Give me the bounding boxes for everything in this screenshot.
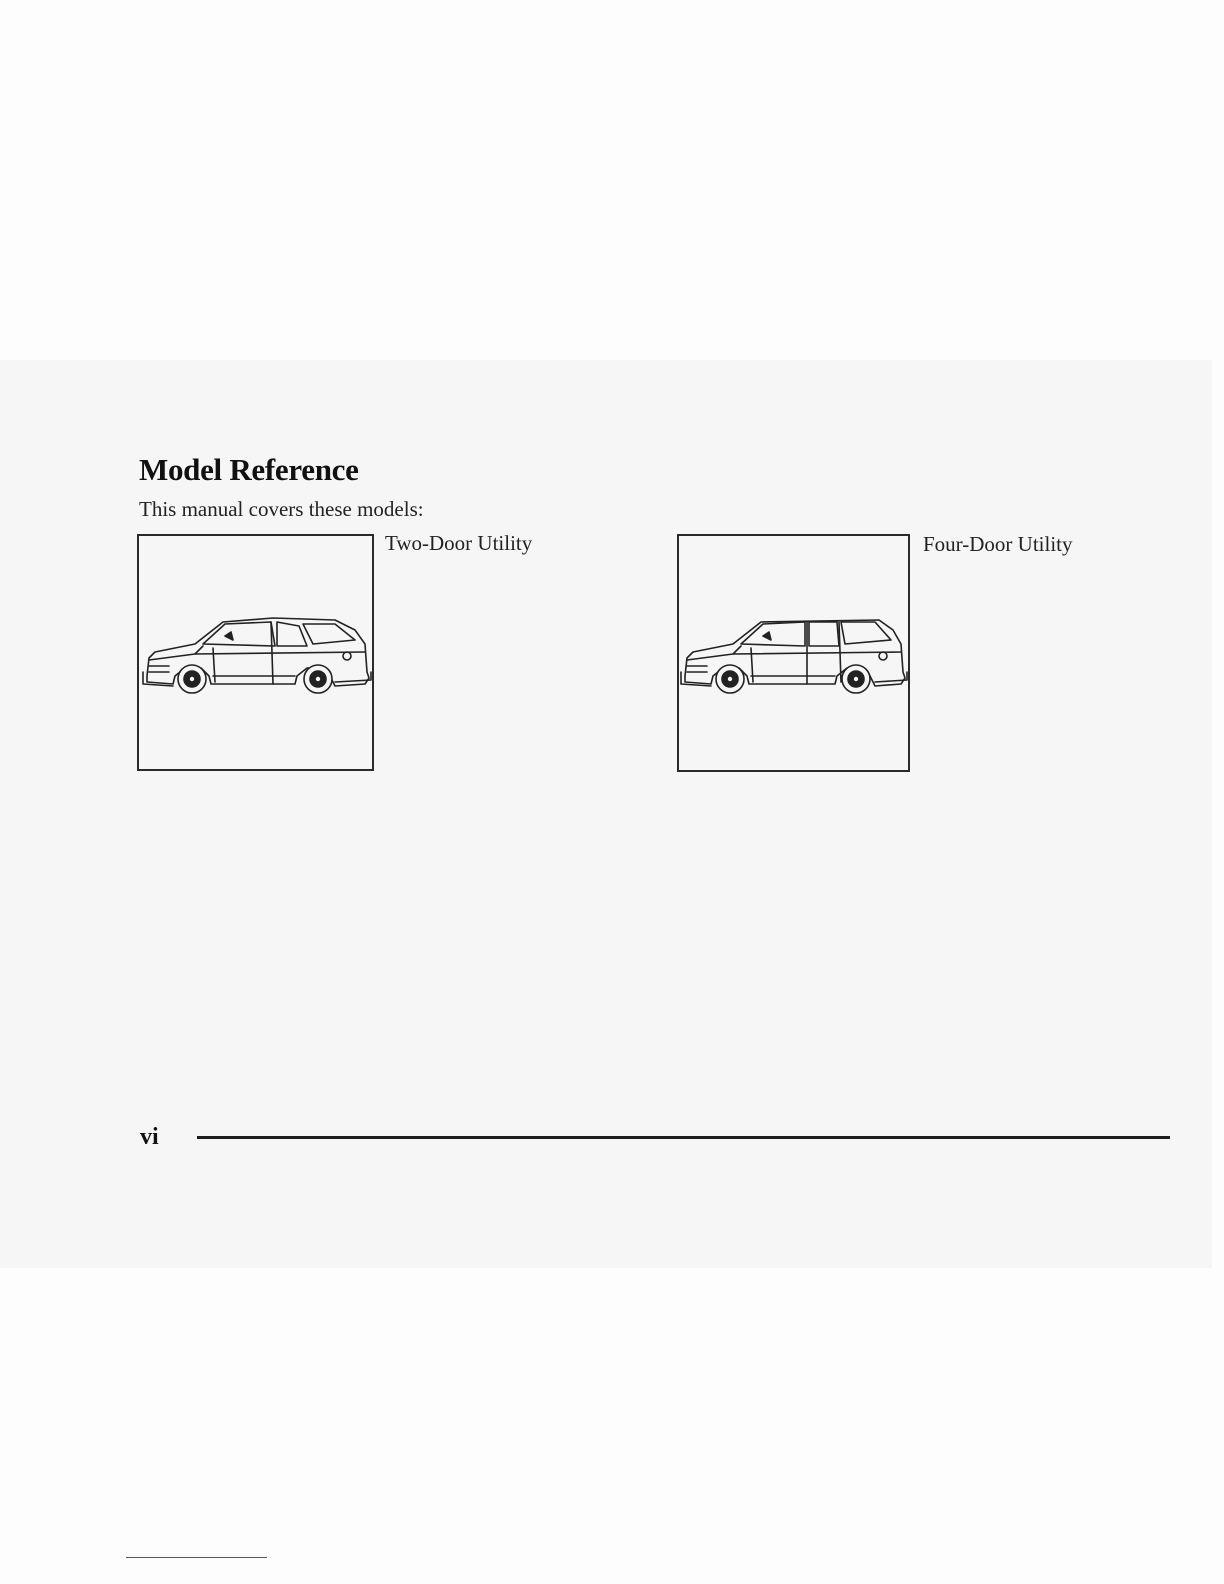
link-underline[interactable] — [126, 1557, 267, 1558]
four-door-model-frame — [677, 534, 910, 772]
intro-text: This manual covers these models: — [139, 497, 424, 521]
footer-rule — [197, 1136, 1170, 1139]
page-title: Model Reference — [139, 452, 359, 487]
four-door-label: Four-Door Utility — [923, 532, 1073, 556]
page-number: vi — [140, 1124, 159, 1150]
two-door-suv-illustration — [139, 536, 372, 769]
four-door-suv-illustration — [679, 536, 908, 770]
two-door-model-frame — [137, 534, 374, 771]
two-door-label: Two-Door Utility — [385, 531, 533, 555]
